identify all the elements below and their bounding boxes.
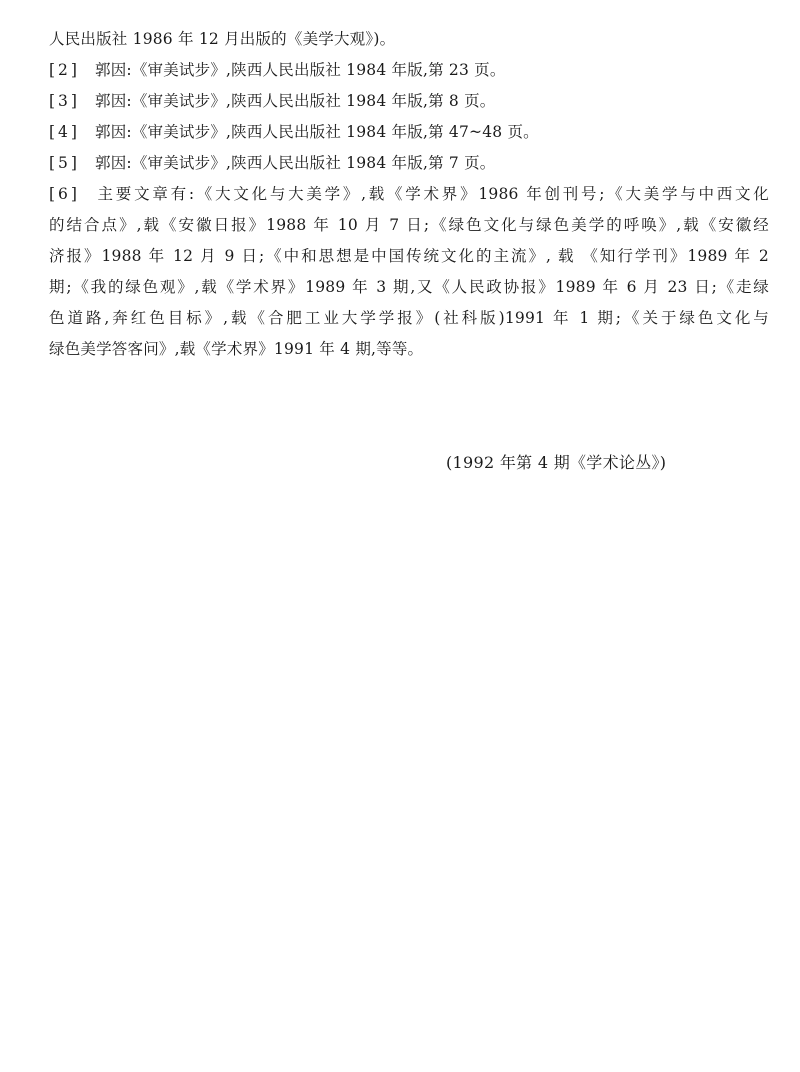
footnote-4 xyxy=(49,117,769,148)
footnote-text: 主要文章有:《大文化与大美学》,载《学术界》1986 年创刊号;《大美学与中西文化 xyxy=(95,185,769,203)
continuation-line: 人民出版社 1986 年 12 月出版的《美学大观》)。 xyxy=(49,30,396,48)
footnote-text: 郭因:《审美试步》,陕西人民出版社 1984 年版,第 8 页。 xyxy=(95,92,496,110)
source-note: (1992 年第 4 期《学术论丛》) xyxy=(446,453,667,472)
footnote-number: [2] xyxy=(49,61,80,79)
footnotes-section xyxy=(49,24,769,365)
footnote-6-line: 的结合点》,载《安徽日报》1988 年 10 月 7 日;《绿色文化与绿色美学的呼唤》,载《安徽经 xyxy=(49,216,769,234)
footnote-2 xyxy=(49,55,769,86)
footnote-3 xyxy=(49,86,769,117)
footnote-text: 郭因:《审美试步》,陕西人民出版社 1984 年版,第 23 页。 xyxy=(95,61,506,79)
footnote-text: 郭因:《审美试步》,陕西人民出版社 1984 年版,第 7 页。 xyxy=(95,154,496,172)
footnote-number: [3] xyxy=(49,92,80,110)
footnote-6-line: 绿色美学答客问》,载《学术界》1991 年 4 期,等等。 xyxy=(49,340,424,358)
footnote-6-line xyxy=(49,179,769,210)
footnote-number: [6] xyxy=(49,185,80,203)
footnote-6-line: 期;《我的绿色观》,载《学术界》1989 年 3 期,又《人民政协报》1989 年 6 月 23 日;《走绿 xyxy=(49,278,769,296)
footnote-text: 郭因:《审美试步》,陕西人民出版社 1984 年版,第 47~48 页。 xyxy=(95,123,539,141)
footnote-6-line: 济报》1988 年 12 月 9 日;《中和思想是中国传统文化的主流》, 载 《知行学刊》1989 年 2 xyxy=(49,247,769,265)
footnote-number: [4] xyxy=(49,123,80,141)
footnote-5 xyxy=(49,148,769,179)
footnote-6 xyxy=(49,179,769,365)
footnote-6-line: 色道路,奔红色目标》,载《合肥工业大学学报》(社科版)1991 年 1 期;《关于绿色文化与 xyxy=(49,309,769,327)
footnote-number: [5] xyxy=(49,154,80,172)
